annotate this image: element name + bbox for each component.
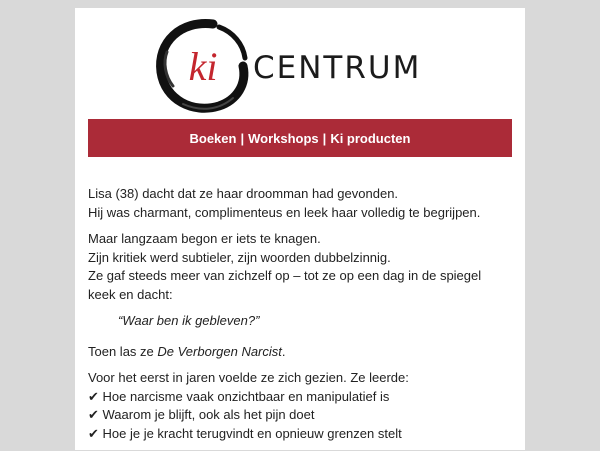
intro-paragraph [88,185,508,222]
checklist-item: ✔ Hoe je je kracht terugvindt en opnieuw grenzen stelt [88,426,402,441]
email-card [75,8,525,450]
text-line: Maar langzaam begon er iets te knagen. [88,231,321,246]
text-line: Hij was charmant, complimenteus en leek haar volledig te begrijpen. [88,204,481,220]
email-body [88,185,508,451]
nav-separator: | [322,130,327,146]
nav-bar [88,119,512,157]
enso-circle-icon [153,16,253,116]
nav-link-ki-producten[interactable]: Ki producten [330,130,411,146]
book-prefix: Toen las ze [88,343,158,359]
logo-wordmark: CENTRUM [253,50,422,86]
ki-centrum-logo[interactable] [153,16,443,116]
nav-link-workshops[interactable]: Workshops [248,130,319,146]
text-line: Lisa (38) dacht dat ze haar droomman had gevonden. [88,186,399,201]
checklist-item: ✔ Waarom je blijft, ook als het pijn doet [88,407,314,422]
quote: “Waar ben ik gebleven?” [118,313,260,328]
book-suffix: . [281,343,286,359]
learned-intro: Voor het eerst in jaren voelde ze zich gezien. Ze leerde: [88,370,409,385]
checklist-item: ✔ Hoe narcisme vaak onzichtbaar en manipulatief is [88,389,389,404]
text-line: Ze gaf steeds meer van zichzelf op – tot ze op een dag in de spiegel keek en dacht: [88,268,482,302]
learned-paragraph [88,369,508,443]
story-paragraph [88,230,508,304]
book-title: De Verborgen Narcist [157,343,282,359]
text-line: Zijn kritiek werd subtieler, zijn woorden dubbelzinnig. [88,249,391,265]
logo-letters: ki [188,44,218,89]
book-paragraph [88,343,508,362]
nav-link-boeken[interactable]: Boeken [189,130,237,146]
nav-separator: | [240,130,245,146]
